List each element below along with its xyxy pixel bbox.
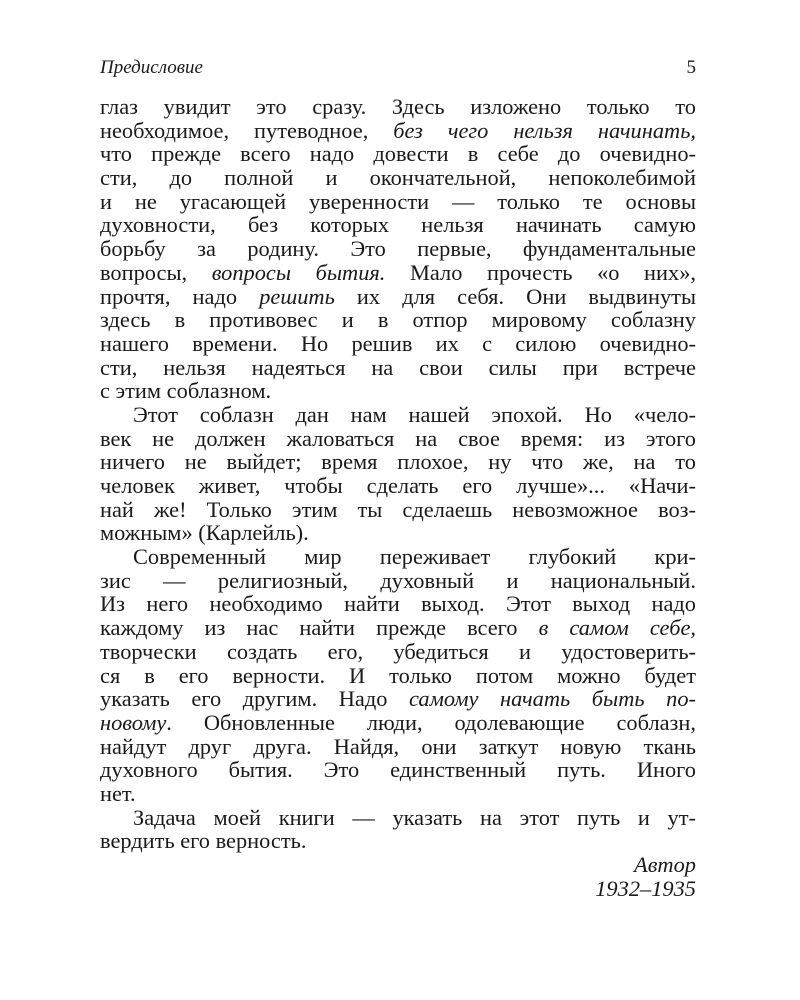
text-segment: век не должен жаловаться на свое время: из этого <box>100 425 696 451</box>
text-segment: указать его другим. Надо <box>100 686 410 712</box>
text-segment: вердить его верность. <box>100 828 307 854</box>
text-line <box>100 474 696 498</box>
italic-text: в самом себе, <box>538 615 696 641</box>
text-segment: можным» (Карлейль). <box>100 520 309 546</box>
text-segment: Из него необходимо найти выход. Этот выход надо <box>100 591 696 617</box>
text-line <box>100 261 696 285</box>
italic-text: без чего нельзя начинать, <box>393 117 696 143</box>
text-segment: Этот соблазн дан нам нашей эпохой. Но «чело- <box>133 401 696 427</box>
text-line <box>100 592 696 616</box>
text-line <box>100 569 696 593</box>
text-segment: каждому из нас найти прежде всего <box>100 615 539 641</box>
text-segment: ся в его верности. И только потом можно будет <box>100 662 696 688</box>
text-line <box>100 640 696 664</box>
text-line <box>100 758 696 782</box>
text-line <box>100 806 696 830</box>
text-segment: ничего не выйдет; время плохое, ну что же, на то <box>100 449 696 475</box>
running-head <box>100 57 696 81</box>
text-line <box>100 119 696 143</box>
text-segment: най же! Только этим ты сделаешь невозможное воз- <box>100 496 696 522</box>
text-segment: и не угасающей уверенности — только те основы <box>100 188 696 214</box>
text-line <box>100 782 696 806</box>
text-line <box>100 190 696 214</box>
text-line <box>100 616 696 640</box>
text-line <box>100 664 696 688</box>
body-text <box>100 95 696 900</box>
text-segment: найдут друг друга. Найдя, они заткут новую ткань <box>100 733 696 759</box>
text-line <box>100 711 696 735</box>
section-title: Предисловие <box>100 57 203 78</box>
text-line <box>100 356 696 380</box>
text-segment: прочтя, надо <box>100 283 260 309</box>
text-line <box>100 142 696 166</box>
text-segment: необходимое, путеводное, <box>100 117 394 143</box>
text-segment: Мало прочесть «о них», <box>385 259 697 285</box>
signature-author: Автор <box>634 852 696 877</box>
text-segment: творчески создать его, убедиться и удостоверить- <box>100 638 696 664</box>
text-line <box>100 285 696 309</box>
text-line <box>100 450 696 474</box>
italic-text: вопросы бытия. <box>211 259 386 285</box>
text-segment: сти, нельзя надеяться на свои силы при встрече <box>100 354 696 380</box>
text-segment: нет. <box>100 780 136 806</box>
text-segment: что прежде всего надо довести в себе до очевидно- <box>100 141 696 167</box>
text-line <box>100 735 696 759</box>
text-segment: борьбу за родину. Это первые, фундаментальные <box>100 236 696 262</box>
text-segment: . Обновленные люди, одолевающие соблазн, <box>166 709 696 735</box>
text-line <box>100 829 696 853</box>
text-line <box>100 379 696 403</box>
text-line <box>100 308 696 332</box>
text-line <box>100 403 696 427</box>
text-line <box>100 332 696 356</box>
text-segment: Современный мир переживает глубокий кри- <box>133 544 696 570</box>
text-line <box>100 427 696 451</box>
text-line <box>100 521 696 545</box>
text-line <box>100 95 696 119</box>
text-segment: сти, до полной и окончательной, непоколебимой <box>100 165 696 191</box>
text-segment: их для себя. Они выдвинуты <box>334 283 696 309</box>
italic-text: самому начать быть по- <box>409 686 696 712</box>
italic-text: новому <box>100 709 167 735</box>
text-segment: духовного бытия. Это единственный путь. Иного <box>100 757 696 783</box>
text-segment: человек живет, чтобы сделать его лучше»... «Начи- <box>100 473 696 498</box>
italic-text: решить <box>259 283 335 309</box>
text-line <box>100 545 696 569</box>
text-segment: нашего времени. Но решив их с силою очевидно- <box>100 330 696 356</box>
text-line <box>100 237 696 261</box>
text-line <box>100 687 696 711</box>
text-line <box>100 166 696 190</box>
text-segment: здесь в противовес и в отпор мировому соблазну <box>100 307 696 333</box>
page-number: 5 <box>686 57 696 78</box>
text-segment: духовности, без которых нельзя начинать самую <box>100 212 696 238</box>
text-segment: зис — религиозный, духовный и национальный. <box>100 567 696 593</box>
text-segment: глаз увидит это сразу. Здесь изложено только то <box>100 94 696 119</box>
text-segment: вопросы, <box>100 259 212 285</box>
text-segment: Задача моей книги — указать на этот путь и ут- <box>133 804 696 830</box>
text-line <box>100 213 696 237</box>
signature-years: 1932–1935 <box>595 875 696 901</box>
text-line <box>100 498 696 522</box>
text-segment: с этим соблазном. <box>100 378 272 404</box>
